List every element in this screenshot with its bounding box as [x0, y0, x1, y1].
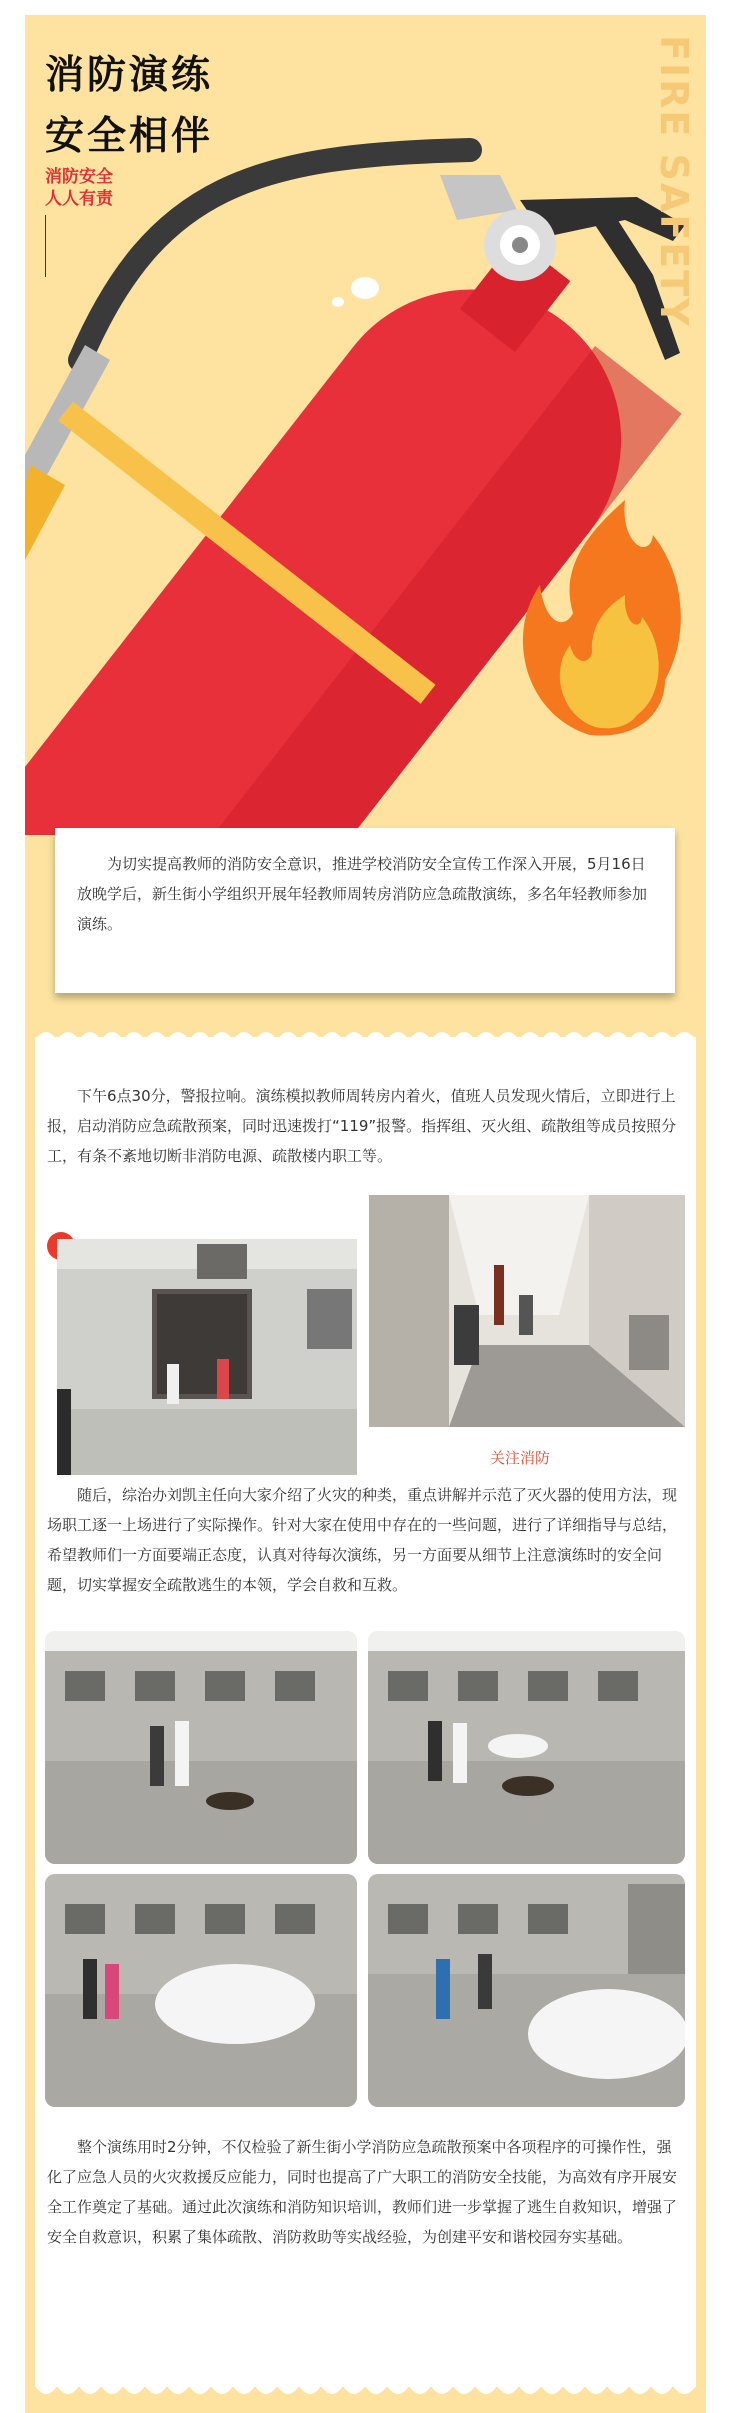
hero-banner — [25, 15, 706, 835]
slogan — [45, 166, 113, 210]
body-paragraph-3: 整个演练用时2分钟，不仅检验了新生街小学消防应急疏散预案中各项程序的可操作性，强化了应急人员的火灾救援反应能力，同时也提高了广大职工的消防安全技能，为高效有序开展安全工作奠定了基础。通过此次演练和消防知识培训，教师们进一步掌握了逃生自救知识，增强了安全自救意识，积累了集体疏散、消防救助等实战经验，为创建平安和谐校园夯实基础。 — [47, 2138, 678, 2246]
title-line-1: 消防演练 — [45, 53, 214, 98]
photo-evacuation-stairwell — [57, 1239, 357, 1475]
scallop-border-bottom — [35, 2386, 696, 2402]
photo-extinguisher-demo-2 — [368, 1631, 685, 1864]
photo-extinguisher-demo-3 — [45, 1874, 357, 2107]
slogan-line-1: 消防安全 — [45, 167, 113, 187]
slogan-line-2: 人人有责 — [45, 189, 113, 209]
photo-extinguisher-demo-4 — [368, 1874, 685, 2107]
intro-text: 为切实提高教师的消防安全意识，推进学校消防安全宣传工作深入开展，5月16日放晚学后，新生街小学组织开展年轻教师周转房消防应急疏散演练，多名年轻教师参加演练。 — [77, 855, 648, 933]
poster-frame — [25, 15, 706, 2413]
body-paragraph-1: 下午6点30分，警报拉响。演练模拟教师周转房内着火，值班人员发现火情后，立即进行上报，启动消防应急疏散预案，同时迅速拨打“119”报警。指挥组、灭火组、疏散组等成员按照分工，有条不紊地切断非消防电源、疏散楼内职工等。 — [47, 1087, 677, 1165]
photo-evacuation-corridor — [369, 1195, 685, 1427]
divider-line — [45, 215, 46, 277]
body-paragraph-2: 随后，综治办刘凯主任向大家介绍了火灾的种类，重点讲解并示范了灭火器的使用方法，现场职工逐一上场进行了实际操作。针对大家在使用中存在的一些问题，进行了详细指导与总结，希望教师们一方面要端正态度，认真对待每次演练，另一方面要从细节上注意演练时的安全问题，切实掌握安全疏散逃生的本领，学会自救和互救。 — [47, 1486, 678, 1594]
fire-safety-vertical-text: FIRE SAFETY — [652, 35, 696, 328]
photo-extinguisher-demo-1 — [45, 1631, 357, 1864]
page-title — [45, 45, 213, 167]
photo-caption: 关注消防 — [490, 1449, 551, 1467]
title-line-2: 安全相伴 — [45, 114, 214, 159]
intro-card — [55, 828, 675, 993]
